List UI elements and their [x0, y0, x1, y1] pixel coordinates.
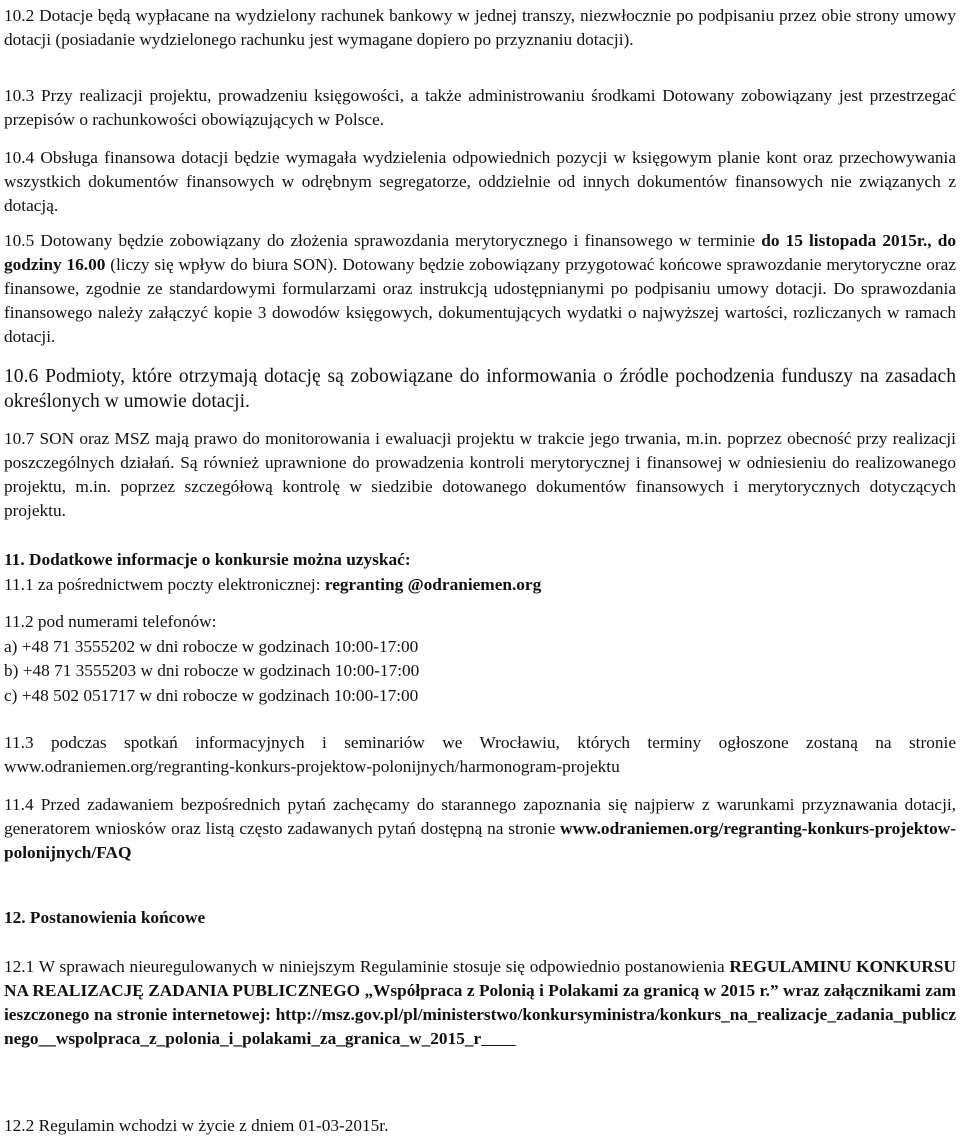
paragraph-10-6: 10.6 Podmioty, które otrzymają dotację są zobowiązane do informowania o źródle pochodzenia funduszy na zasadach określonych w umowie dotacji. [4, 366, 956, 412]
paragraph-10-2: 10.2 Dotacje będą wypłacane na wydzielony rachunek bankowy w jednej transzy, niezwłocznie po podpisaniu przez obie strony umowy dotacji (posiadanie wydzielonego rachunku jest wymagane dopiero po przyznaniu dotacji). [4, 6, 956, 49]
phone-line-c: c) +48 502 051717 w dni robocze w godzinach 10:00-17:00 [4, 686, 419, 705]
paragraph-11-2-title: 11.2 pod numerami telefonów: [4, 612, 217, 631]
paragraph-11-3: 11.3 podczas spotkań informacyjnych i seminariów we Wrocławiu, których terminy ogłoszone zostaną na stronie www.odraniemen.org/regranting-konkurs-projektow-polonijnych/harmonogram-projektu [4, 733, 956, 776]
phone-line-b: b) +48 71 3555203 w dni robocze w godzinach 10:00-17:00 [4, 661, 420, 680]
paragraph-10-4: 10.4 Obsługa finansowa dotacji będzie wymagała wydzielenia odpowiednich pozycji w księgowym planie kont oraz przechowywania wszystkich dokumentów finansowych w odrębnym segregatorze, oddzielnie od innych dokumentów finansowych nie związanych z dotacją. [4, 148, 956, 215]
paragraph-12-2: 12.2 Regulamin wchodzi w życie z dniem 01-03-2015r. [4, 1116, 389, 1135]
paragraph-11-1 [4, 573, 541, 597]
paragraph-12-1 [4, 955, 956, 1051]
faq-link[interactable]: www.odraniemen.org/regranting-konkurs-projektow-polonijnych/FAQ [4, 819, 956, 862]
heading-11: 11. Dodatkowe informacje o konkursie można uzyskać: [4, 550, 411, 569]
email-label: 11.1 za pośrednictwem poczty elektronicznej: [4, 575, 325, 594]
paragraph-10-7: 10.7 SON oraz MSZ mają prawo do monitorowania i ewaluacji projektu w trakcie jego trwania, m.in. poprzez obecność przy realizacji poszczególnych działań. Są również uprawnione do prowadzenia kontroli merytorycznej i finansowej w odniesieniu do realizowanego projektu, m.in. poprzez szczegółową kontrolę w siedzibie dotowanego dokumentów finansowych i merytorycznych dotyczących projektu. [4, 429, 956, 520]
blank-underline [481, 1029, 516, 1048]
paragraph-11-4-text: 11.4 Przed zadawaniem bezpośrednich pytań zachęcamy do starannego zapoznania się najpierw z warunkami przyznawania dotacji, generatorem wniosków oraz listą często zadawanych pytań dostępną na stronie [4, 795, 956, 838]
phone-line-a: a) +48 71 3555202 w dni robocze w godzinach 10:00-17:00 [4, 637, 419, 656]
paragraph-10-5-intro: 10.5 Dotowany będzie zobowiązany do złożenia sprawozdania merytorycznego i finansowego w terminie [4, 231, 762, 250]
email-address[interactable]: regranting @odraniemen.org [324, 575, 542, 594]
paragraph-10-5 [4, 229, 956, 349]
heading-12: 12. Postanowienia końcowe [4, 908, 206, 927]
paragraph-12-1-text: 12.1 W sprawach nieuregulowanych w niniejszym Regulaminie stosuje się odpowiednio postanowienia [4, 957, 730, 976]
regulation-reference[interactable]: REGULAMINU KONKURSU NA REALIZACJĘ ZADANIA PUBLICZNEGO „Współpraca z Polonią i Polakami za granicą w 2015 r.” wraz załącznikami zamieszczonego na stronie internetowej: http://msz.gov.pl/pl/ministerstwo/konkursyministra/konkurs_na_realizacje_zadania_publicznego__wspolpraca_z_polonia_i_polakami_za_granica_w_2015_r [4, 957, 957, 1048]
deadline-text: do 15 listopada 2015r., do godziny 16.00 [4, 231, 956, 274]
paragraph-10-3: 10.3 Przy realizacji projektu, prowadzeniu księgowości, a także administrowaniu środkami Dotowany zobowiązany jest przestrzegać przepisów o rachunkowości obowiązujących w Polsce. [4, 86, 956, 129]
paragraph-11-4 [4, 793, 956, 865]
paragraph-10-5-rest: (liczy się wpływ do biura SON). Dotowany będzie zobowiązany przygotować końcowe sprawozdanie merytoryczne oraz finansowe, zgodnie ze standardowymi formularzami oraz instrukcją udostępnianymi po podpisaniu umowy dotacji. Do sprawozdania finansowego należy załączyć kopie 3 dowodów księgowych, dokumentujących wydatki o najwyższej wartości, rozliczanych w ramach dotacji. [4, 255, 956, 346]
